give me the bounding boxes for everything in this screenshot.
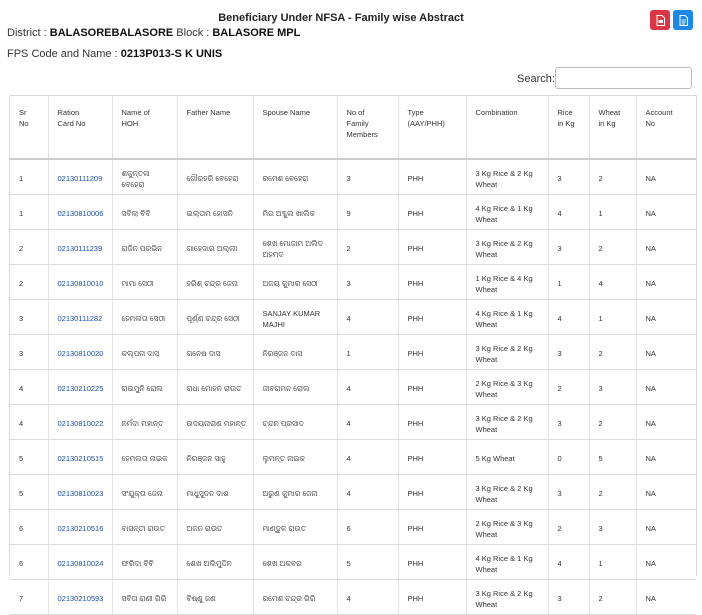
cell-father-name: ଗାହେଦାର ଅଲ୍ଲୀ: [177, 230, 253, 265]
cell-sr-no: 6: [10, 510, 48, 545]
column-header-wheat-kg[interactable]: [589, 96, 636, 159]
cell-account-no: NA: [636, 440, 696, 475]
search-label: Search:: [517, 73, 555, 85]
column-header-text: (AAY/PHH): [407, 119, 445, 128]
cell-sr-no: 2: [10, 230, 48, 265]
cell-spouse-name: ମାଣ୍ଡୁଳ ରାଉତ: [253, 510, 337, 545]
search-input[interactable]: [555, 67, 692, 89]
cell-rice-kg: 4: [548, 195, 589, 230]
cell-wheat-kg: 3: [589, 510, 636, 545]
export-document-button[interactable]: [673, 10, 693, 30]
cell-spouse-name: ଚନ୍ଦନ ପ୍ରସାଦ: [253, 405, 337, 440]
cell-father-name: ନିରଞ୍ଜନ ସାହୁ: [177, 440, 253, 475]
cell-account-no: NA: [636, 195, 696, 230]
cell-account-no: NA: [636, 580, 696, 615]
column-header-father-name[interactable]: [177, 96, 253, 159]
column-header-text: Ration: [57, 108, 80, 117]
column-header-text: Father Name: [186, 108, 231, 117]
cell-father-name: ଶେଖ ଅଲିମୁଦ୍ଦିନ: [177, 545, 253, 580]
cell-type: PHH: [398, 300, 466, 335]
column-header-rice-kg[interactable]: [548, 96, 589, 159]
cell-hoh-name: ନର୍ମଦା ମହାନ୍ତ: [112, 405, 177, 440]
cell-sr-no: 1: [10, 159, 48, 195]
fps-label: FPS Code and Name :: [7, 48, 121, 60]
cell-family-members: 6: [337, 510, 398, 545]
cell-father-name: ଗୌରହରି ବେହେରା: [177, 159, 253, 195]
cell-spouse-name: ନିରଞ୍ଜନ ଦାସ: [253, 335, 337, 370]
column-header-text: Members: [346, 130, 378, 139]
cell-family-members: 1: [337, 335, 398, 370]
cell-wheat-kg: 1: [589, 195, 636, 230]
cell-sr-no: 2: [10, 265, 48, 300]
table-row: [10, 440, 696, 475]
cell-wheat-kg: 2: [589, 475, 636, 510]
cell-rice-kg: 3: [548, 230, 589, 265]
cell-spouse-name: ରମେଶ ବେହେରା: [253, 159, 337, 195]
column-header-hoh-name[interactable]: [112, 96, 177, 159]
block-value: BALASORE MPL: [212, 27, 301, 39]
cell-father-name: ଅଜନ ରାଉତ: [177, 510, 253, 545]
column-header-text: Family: [346, 119, 369, 128]
cell-family-members: 2: [337, 230, 398, 265]
cell-type: PHH: [398, 230, 466, 265]
cell-wheat-kg: 2: [589, 159, 636, 195]
cell-spouse-name: ଲୁମନ୍ତ ନାଇକ: [253, 440, 337, 475]
cell-combination: 5 Kg Wheat: [466, 440, 548, 475]
cell-type: PHH: [398, 475, 466, 510]
cell-type: PHH: [398, 195, 466, 230]
cell-father-name: ଇଲ୍ତାମ ହୋସନି: [177, 195, 253, 230]
table-row: [10, 159, 696, 195]
cell-ration-card-no[interactable]: 02130810006: [48, 195, 112, 230]
table-row: [10, 510, 696, 545]
cell-family-members: 4: [337, 370, 398, 405]
column-header-text: Combination: [475, 108, 518, 117]
table-row: [10, 300, 696, 335]
cell-rice-kg: 3: [548, 405, 589, 440]
column-header-text: No: [19, 119, 29, 128]
cell-type: PHH: [398, 370, 466, 405]
cell-type: PHH: [398, 440, 466, 475]
export-pdf-button[interactable]: [650, 10, 670, 30]
beneficiary-table-container: [9, 95, 697, 609]
cell-combination: 4 Kg Rice & 1 Kg Wheat: [466, 300, 548, 335]
cell-father-name: ରାଧା ମୋହନ ରାଉତ: [177, 370, 253, 405]
cell-rice-kg: 3: [548, 580, 589, 615]
cell-combination: 4 Kg Rice & 1 Kg Wheat: [466, 195, 548, 230]
cell-combination: 3 Kg Rice & 2 Kg Wheat: [466, 475, 548, 510]
cell-ration-card-no[interactable]: 02130810024: [48, 545, 112, 580]
cell-hoh-name: ସବିଲା ବିବି: [112, 195, 177, 230]
cell-family-members: 5: [337, 545, 398, 580]
cell-type: PHH: [398, 265, 466, 300]
fps-value: 0213P013-S K UNIS: [120, 48, 223, 60]
cell-wheat-kg: 3: [589, 370, 636, 405]
cell-father-name: ଉଦୟନାରାଣ ମହାନ୍ତ: [177, 405, 253, 440]
cell-account-no: NA: [636, 405, 696, 440]
cell-hoh-name: ଶକୁନ୍ତଳା ବେହେରା: [112, 159, 177, 195]
cell-ration-card-no[interactable]: 02130111239: [48, 230, 112, 265]
column-header-combination[interactable]: [466, 96, 548, 159]
cell-combination: 3 Kg Rice & 2 Kg Wheat: [466, 335, 548, 370]
cell-father-name: ବିଷ୍ଣୁ ଜଣ: [177, 580, 253, 615]
cell-sr-no: 3: [10, 335, 48, 370]
cell-sr-no: 3: [10, 300, 48, 335]
column-header-text: Wheat: [598, 108, 621, 117]
cell-spouse-name: ଶେଖ ମୋଜାମ ଅଲିଦ ଅହମଦ: [253, 230, 337, 265]
cell-ration-card-no[interactable]: 02130810010: [48, 265, 112, 300]
cell-spouse-name: ଜୀବରାମନ ରୋଲ: [253, 370, 337, 405]
cell-hoh-name: ହେମଲତା ନାଇକ: [112, 440, 177, 475]
cell-account-no: NA: [636, 265, 696, 300]
cell-ration-card-no[interactable]: 02130210225: [48, 370, 112, 405]
table-row: [10, 405, 696, 440]
cell-wheat-kg: 1: [589, 300, 636, 335]
cell-family-members: 9: [337, 195, 398, 230]
cell-hoh-name: ମାମା ସେଠୀ: [112, 265, 177, 300]
pdf-file-icon: [656, 15, 665, 26]
column-header-spouse-name[interactable]: [253, 96, 337, 159]
cell-family-members: 4: [337, 405, 398, 440]
cell-sr-no: 4: [10, 405, 48, 440]
cell-wheat-kg: 2: [589, 405, 636, 440]
cell-wheat-kg: 2: [589, 230, 636, 265]
column-header-text: Rice: [557, 108, 573, 117]
column-header-type[interactable]: [398, 96, 466, 159]
cell-combination: 3 Kg Rice & 2 Kg Wheat: [466, 405, 548, 440]
cell-account-no: NA: [636, 335, 696, 370]
cell-rice-kg: 3: [548, 159, 589, 195]
cell-type: PHH: [398, 510, 466, 545]
cell-account-no: NA: [636, 300, 696, 335]
column-header-text: Spouse Name: [262, 108, 311, 117]
cell-family-members: 4: [337, 580, 398, 615]
block-label: Block :: [173, 27, 213, 39]
cell-family-members: 4: [337, 300, 398, 335]
cell-father-name: ପୂର୍ଣ୍ଣ ଚନ୍ଦ୍ର ସେଠୀ: [177, 300, 253, 335]
district-block-line: [7, 27, 300, 39]
column-header-text: in Kg: [598, 119, 616, 128]
column-header-text: Name of: [121, 108, 150, 117]
cell-spouse-name: ଅଜୟ କୁମାର ସେଠୀ: [253, 265, 337, 300]
cell-ration-card-no[interactable]: 02130810022: [48, 405, 112, 440]
table-row: [10, 580, 696, 615]
column-header-text: No: [645, 119, 656, 128]
cell-rice-kg: 4: [548, 300, 589, 335]
cell-wheat-kg: 2: [589, 580, 636, 615]
cell-spouse-name: ମିର ଅବ୍ଦୁଲ ଖାଲିକ: [253, 195, 337, 230]
table-row: [10, 265, 696, 300]
cell-combination: 3 Kg Rice & 2 Kg Wheat: [466, 159, 548, 195]
table-row: [10, 230, 696, 265]
cell-family-members: 4: [337, 440, 398, 475]
cell-hoh-name: ହେମଲତା ସେଠୀ: [112, 300, 177, 335]
cell-father-name: ଗନେଷ ଦାସ: [177, 335, 253, 370]
beneficiary-table: [10, 96, 696, 615]
page-title: Beneficiary Under NFSA - Family wise Abstract: [218, 12, 464, 24]
cell-sr-no: 1: [10, 195, 48, 230]
cell-hoh-name: ରାଜିନ ପରଭିନ: [112, 230, 177, 265]
cell-wheat-kg: 2: [589, 335, 636, 370]
cell-rice-kg: 0: [548, 440, 589, 475]
column-header-text: in Kg: [557, 119, 575, 128]
cell-hoh-name: କଲ୍ପନା ଦାସ: [112, 335, 177, 370]
column-header-account-no[interactable]: [636, 96, 696, 159]
cell-combination: 4 Kg Rice & 1 Kg Wheat: [466, 545, 548, 580]
cell-combination: 1 Kg Rice & 4 Kg Wheat: [466, 265, 548, 300]
cell-hoh-name: ସଂଯୁକ୍ତା ଜେନା: [112, 475, 177, 510]
column-header-text: No of: [346, 108, 365, 117]
cell-hoh-name: ରାଇମୁନି ରୋଲ: [112, 370, 177, 405]
cell-account-no: NA: [636, 475, 696, 510]
cell-wheat-kg: 4: [589, 265, 636, 300]
cell-spouse-name: SANJAY KUMAR MAJHI: [253, 300, 337, 335]
cell-ration-card-no[interactable]: 02130810023: [48, 475, 112, 510]
column-header-family-members[interactable]: [337, 96, 398, 159]
cell-ration-card-no[interactable]: 02130111282: [48, 300, 112, 335]
cell-sr-no: 4: [10, 370, 48, 405]
cell-father-name: ହରିଶ୍ ଚନ୍ଦ୍ର ଜେନା: [177, 265, 253, 300]
cell-sr-no: 5: [10, 475, 48, 510]
column-header-ration-card-no[interactable]: [48, 96, 112, 159]
cell-account-no: NA: [636, 230, 696, 265]
cell-combination: 3 Kg Rice & 2 Kg Wheat: [466, 580, 548, 615]
table-row: [10, 370, 696, 405]
cell-account-no: NA: [636, 370, 696, 405]
cell-hoh-name: ବାସନ୍ତୀ ରାଉତ: [112, 510, 177, 545]
cell-combination: 3 Kg Rice & 2 Kg Wheat: [466, 230, 548, 265]
column-header-text: Card No: [57, 119, 86, 128]
cell-sr-no: 5: [10, 440, 48, 475]
cell-family-members: 3: [337, 159, 398, 195]
cell-account-no: NA: [636, 510, 696, 545]
cell-wheat-kg: 5: [589, 440, 636, 475]
cell-ration-card-no[interactable]: 02130210516: [48, 510, 112, 545]
cell-father-name: ମାଧୁସୁଦନ ଦାଶ: [177, 475, 253, 510]
column-header-text: Sr: [19, 108, 27, 117]
cell-spouse-name: ଅରୁଣ କୁମାର ଜେନା: [253, 475, 337, 510]
cell-rice-kg: 3: [548, 475, 589, 510]
cell-ration-card-no[interactable]: 02130810020: [48, 335, 112, 370]
cell-rice-kg: 1: [548, 265, 589, 300]
cell-account-no: NA: [636, 159, 696, 195]
cell-sr-no: 7: [10, 580, 48, 615]
column-header-text: Type: [407, 108, 424, 117]
cell-rice-kg: 2: [548, 370, 589, 405]
cell-ration-card-no[interactable]: 02130210515: [48, 440, 112, 475]
cell-rice-kg: 4: [548, 545, 589, 580]
cell-account-no: NA: [636, 545, 696, 580]
fps-line: [7, 48, 222, 60]
cell-hoh-name: ଫରିଦା ବିବି: [112, 545, 177, 580]
column-header-sr-no[interactable]: [10, 96, 48, 159]
table-header-row: [10, 96, 696, 159]
column-header-text: Account: [645, 108, 673, 117]
table-row: [10, 195, 696, 230]
cell-ration-card-no[interactable]: 02130111209: [48, 159, 112, 195]
table-row: [10, 545, 696, 580]
cell-spouse-name: ରମେଶ ଚନ୍ଦ୍ର ଗିରି: [253, 580, 337, 615]
cell-family-members: 3: [337, 265, 398, 300]
cell-ration-card-no[interactable]: 02130210593: [48, 580, 112, 615]
cell-hoh-name: ସବିତା ରାଣୀ ଗିରି: [112, 580, 177, 615]
cell-type: PHH: [398, 545, 466, 580]
cell-rice-kg: 2: [548, 510, 589, 545]
document-file-icon: [679, 15, 688, 26]
cell-family-members: 4: [337, 475, 398, 510]
column-header-text: HOH: [121, 119, 139, 128]
cell-combination: 2 Kg Rice & 3 Kg Wheat: [466, 370, 548, 405]
cell-spouse-name: ଶେଖ ଅକବର: [253, 545, 337, 580]
cell-combination: 2 Kg Rice & 3 Kg Wheat: [466, 510, 548, 545]
cell-type: PHH: [398, 580, 466, 615]
cell-wheat-kg: 1: [589, 545, 636, 580]
cell-type: PHH: [398, 405, 466, 440]
cell-sr-no: 6: [10, 545, 48, 580]
cell-rice-kg: 3: [548, 335, 589, 370]
table-row: [10, 475, 696, 510]
district-label: District :: [7, 27, 50, 39]
cell-type: PHH: [398, 159, 466, 195]
district-value: BALASOREBALASORE: [49, 27, 174, 39]
cell-type: PHH: [398, 335, 466, 370]
table-row: [10, 335, 696, 370]
